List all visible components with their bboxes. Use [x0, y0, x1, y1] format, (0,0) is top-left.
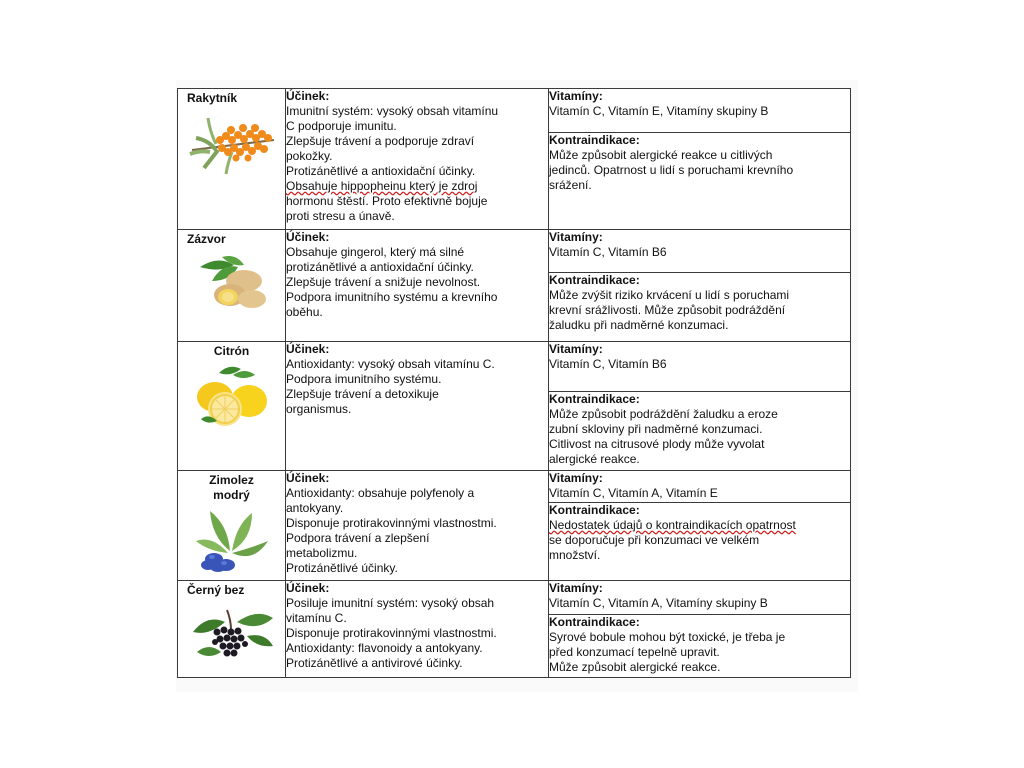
effect-line: Zlepšuje trávení a snižuje nevolnost.	[286, 275, 481, 289]
contra-heading: Kontraindikace:	[549, 392, 640, 406]
herb-name: Rakytník	[187, 91, 238, 105]
contra-line: jedinců. Opatrnost u lidí s poruchami krevního	[549, 163, 794, 177]
effect-line: Imunitní systém: vysoký obsah vitamínu	[286, 104, 499, 118]
elderberry-image	[187, 602, 277, 662]
effect-line: Antioxidanty: vysoký obsah vitamínu C.	[286, 357, 495, 371]
effect-cell	[286, 581, 549, 678]
lemon-image	[189, 363, 275, 431]
contra-heading: Kontraindikace:	[549, 133, 640, 147]
herb-name-line: modrý	[213, 488, 250, 502]
herb-cell	[178, 471, 286, 581]
herb-name: Černý bez	[187, 583, 245, 597]
contra-line: alergické reakce.	[549, 452, 640, 466]
effect-line: Podpora imunitního systému a krevního	[286, 290, 498, 304]
contra-cell	[549, 273, 851, 342]
contra-line: zubní skloviny při nadměrné konzumaci.	[549, 422, 763, 436]
ginger-image	[192, 251, 272, 315]
effect-line: protizánětlivé a antioxidační účinky.	[286, 260, 474, 274]
contra-line: se doporučuje při konzumaci ve velkém	[549, 533, 760, 547]
effect-line: Antioxidanty: flavonoidy a antokyany.	[286, 641, 483, 655]
effect-line: antokyany.	[286, 501, 344, 515]
herb-name-line: Zimolez	[209, 473, 254, 487]
vitamins-text: Vitamín C, Vitamín A, Vitamíny skupiny B	[549, 596, 768, 610]
contra-line: Nedostatek údajů o kontraindikacích opatrnost	[549, 518, 796, 532]
vitamins-heading: Vitamíny:	[549, 581, 603, 595]
contra-cell	[549, 503, 851, 581]
contra-line: před konzumací tepelně upravit.	[549, 645, 720, 659]
effect-line: Protizánětlivé účinky.	[286, 561, 398, 575]
effect-line: C podporuje imunitu.	[286, 119, 397, 133]
contra-line: krevní srážlivosti. Může způsobit podráždění	[549, 303, 786, 317]
contra-heading: Kontraindikace:	[549, 615, 640, 629]
herb-cell	[178, 230, 286, 342]
effect-line: hormonu štěstí. Proto efektivně bojuje	[286, 194, 488, 208]
herb-table	[177, 88, 851, 678]
contra-line: žaludku při nadměrné konzumaci.	[549, 318, 729, 332]
contra-heading: Kontraindikace:	[549, 503, 640, 517]
effect-line: metabolizmu.	[286, 546, 358, 560]
contra-heading: Kontraindikace:	[549, 273, 640, 287]
vitamins-text: Vitamín C, Vitamín B6	[549, 357, 667, 371]
contra-line: Může zvýšit riziko krvácení u lidí s poruchami	[549, 288, 790, 302]
effect-heading: Účinek:	[286, 581, 330, 595]
vitamins-heading: Vitamíny:	[549, 342, 603, 356]
effect-line: Disponuje protirakovinnými vlastnostmi.	[286, 516, 497, 530]
vitamins-heading: Vitamíny:	[549, 89, 603, 103]
herb-name: Zázvor	[187, 232, 226, 246]
vitamins-cell	[549, 230, 851, 273]
herb-cell	[178, 89, 286, 230]
vitamins-heading: Vitamíny:	[549, 230, 603, 244]
effect-line: Protizánětlivé a antivirové účinky.	[286, 656, 463, 670]
contra-cell	[549, 615, 851, 678]
contra-line: Syrové bobule mohou být toxické, je třeba je	[549, 630, 786, 644]
effect-line: Obsahuje hippopheinu který je zdroj	[286, 179, 478, 193]
vitamins-text: Vitamín C, Vitamín B6	[549, 245, 667, 259]
herb-cell	[178, 342, 286, 471]
effect-line: pokožky.	[286, 149, 333, 163]
effect-cell	[286, 89, 549, 230]
contra-cell	[549, 392, 851, 471]
effect-line: Posiluje imunitní systém: vysoký obsah	[286, 596, 495, 610]
effect-line: Zlepšuje trávení a detoxikuje	[286, 387, 439, 401]
vitamins-cell	[549, 581, 851, 615]
effect-line: organismus.	[286, 402, 352, 416]
effect-line: Podpora imunitního systému.	[286, 372, 442, 386]
effect-line: Zlepšuje trávení a podporuje zdraví	[286, 134, 475, 148]
effect-heading: Účinek:	[286, 89, 330, 103]
herb-name: Citrón	[213, 344, 250, 358]
contra-line: množství.	[549, 548, 601, 562]
vitamins-cell	[549, 471, 851, 503]
herb-cell	[178, 581, 286, 678]
vitamins-cell	[549, 342, 851, 392]
effect-line: proti stresu a únavě.	[286, 209, 395, 223]
effect-line: Podpora trávení a zlepšení	[286, 531, 430, 545]
vitamins-cell	[549, 89, 851, 133]
contra-line: Může způsobit podráždění žaludku a eroze	[549, 407, 778, 421]
effect-line: Disponuje protirakovinnými vlastnostmi.	[286, 626, 497, 640]
effect-heading: Účinek:	[286, 471, 330, 485]
sea-buckthorn-image	[186, 110, 278, 180]
contra-line: Citlivost na citrusové plody může vyvolat	[549, 437, 765, 451]
vitamins-heading: Vitamíny:	[549, 471, 603, 485]
contra-line: Může způsobit alergické reakce u citlivých	[549, 148, 773, 162]
effect-heading: Účinek:	[286, 342, 330, 356]
contra-line: Může způsobit alergické reakce.	[549, 660, 721, 674]
contra-cell	[549, 133, 851, 230]
effect-cell	[286, 230, 549, 342]
vitamins-text: Vitamín C, Vitamín A, Vitamín E	[549, 486, 718, 500]
effect-line: Protizánětlivé a antioxidační účinky.	[286, 164, 476, 178]
vitamins-text: Vitamín C, Vitamín E, Vitamíny skupiny B	[549, 104, 769, 118]
effect-line: vitamínu C.	[286, 611, 347, 625]
effect-heading: Účinek:	[286, 230, 330, 244]
effect-cell	[286, 471, 549, 581]
effect-line: Antioxidanty: obsahuje polyfenoly a	[286, 486, 475, 500]
effect-line: oběhu.	[286, 305, 323, 319]
contra-line: srážení.	[549, 178, 592, 192]
honeysuckle-image	[192, 507, 272, 573]
effect-line: Obsahuje gingerol, který má silné	[286, 245, 465, 259]
effect-cell	[286, 342, 549, 471]
